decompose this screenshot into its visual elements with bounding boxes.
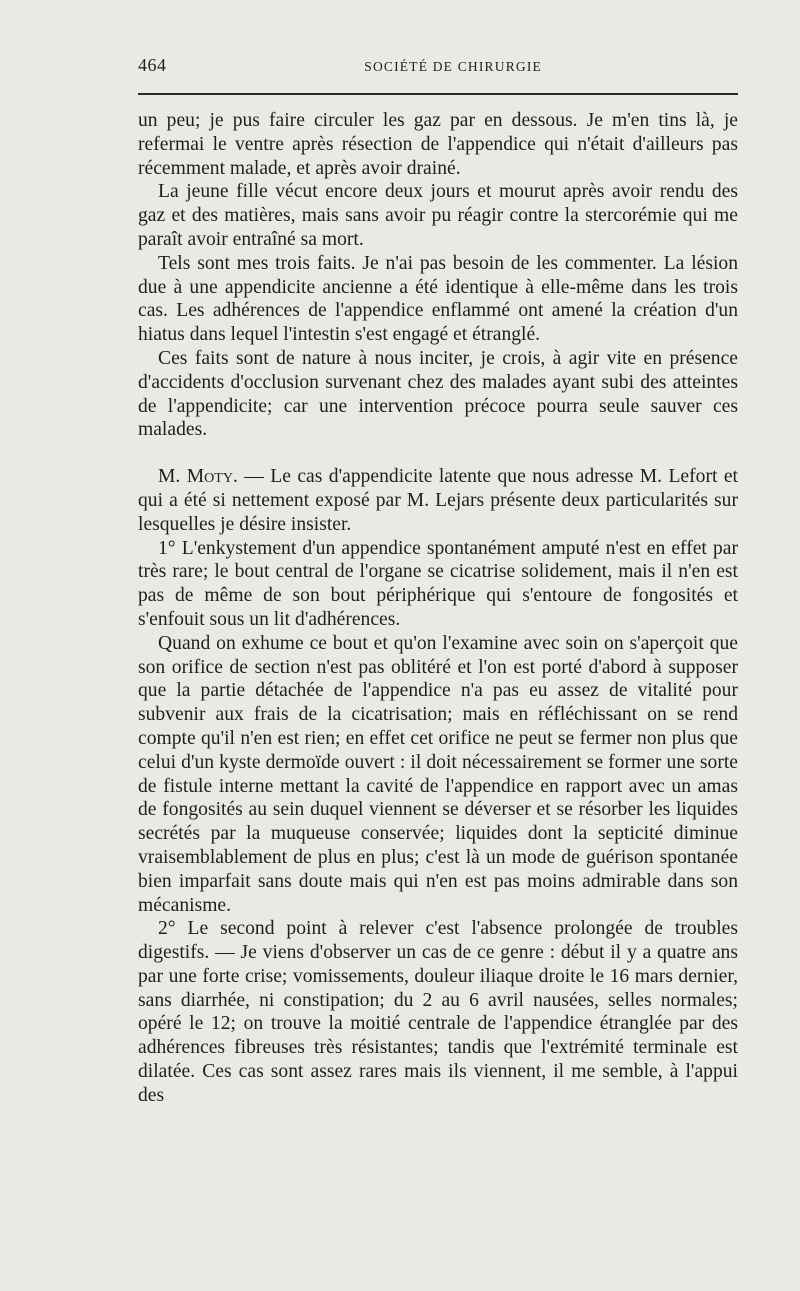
running-head: SOCIÉTÉ DE CHIRURGIE — [364, 59, 542, 74]
paragraph: Quand on exhume ce bout et qu'on l'examine avec soin on s'aperçoit que son orifice de section n'est pas oblitéré et l'on est porté d'abord à supposer que la partie détachée de l'appendice n'a pas eu assez de vitalité pour subvenir aux frais de la cicatrisation; mais en réfléchissant on se rend compte qu'il n'en est rien; en effet cet orifice ne peut se fermer non plus que celui d'un kyste dermoïde ouvert : il doit nécessairement se former une sorte de fistule interne mettant la cavité de l'appendice en rapport avec un amas de fongosités au sein duquel viennent se déverser et se résorber les liquides secrétés par la muqueuse conservée; liquides dont la septicité diminue vraisemblablement de plus en plus; c'est là un mode de guérison spontanée bien imparfait sans doute mais qui n'en est pas moins admirable dans son mécanisme. — [138, 632, 738, 916]
speaker-prefix: M. — [158, 466, 181, 488]
header-rule — [138, 93, 738, 95]
paragraph-text: — Le cas d'appendicite latente que nous adresse M. Lefort et qui a été si nettement exposé par M. Lejars présente deux particularités sur lesquelles je désire insister. — [138, 466, 738, 535]
body-text — [138, 109, 738, 1108]
page-header — [138, 55, 738, 85]
paragraph: Tels sont mes trois faits. Je n'ai pas besoin de les commenter. La lésion due à une appendicite ancienne a été identique à elle-même dans les trois cas. Les adhérences de l'appendice enflammé ont amené la création d'un hiatus dans lequel l'intestin s'est engagé et étranglé. — [138, 252, 738, 346]
paragraph: La jeune fille vécut encore deux jours et mourut après avoir rendu des gaz et des matières, mais sans avoir pu réagir contre la stercorémie qui me paraît avoir entraîné sa mort. — [138, 181, 738, 250]
paragraph-moty — [138, 465, 738, 536]
speaker-name: Moty. — [186, 466, 238, 488]
paragraph: un peu; je pus faire circuler les gaz par en dessous. Je m'en tins là, je refermai le ventre après résection de l'appendice qui n'était d'ailleurs pas récemment malade, et après avoir drainé. — [138, 110, 738, 179]
paragraph: 1° L'enkystement d'un appendice spontanément amputé n'est en effet par très rare; le bout central de l'organe se cicatrise solidement, mais il n'en est pas de même de son bout périphérique qui s'entoure de fongosités et s'enfouit sous un lit d'adhérences. — [138, 537, 738, 630]
paragraph: Ces faits sont de nature à nous inciter, je crois, à agir vite en présence d'accidents d'occlusion survenant chez des malades ayant subi des atteintes de l'appendicite; car une intervention précoce pourra seule sauver ces malades. — [138, 347, 738, 441]
page-number: 464 — [138, 55, 167, 75]
paragraph: 2° Le second point à relever c'est l'absence prolongée de troubles digestifs. — Je viens d'observer un cas de ce genre : début il y a quatre ans par une forte crise; vomissements, douleur iliaque droite le 16 mars dernier, sans diarrhée, ni constipation; du 2 au 6 avril nausées, selles normales; opéré le 12; on trouve la moitié centrale de l'appendice étranglée par des adhérences fibreuses très résistantes; tandis que l'extrémité terminale est dilatée. Ces cas sont assez rares mais ils viennent, il me semble, à l'appui des — [138, 918, 738, 1106]
